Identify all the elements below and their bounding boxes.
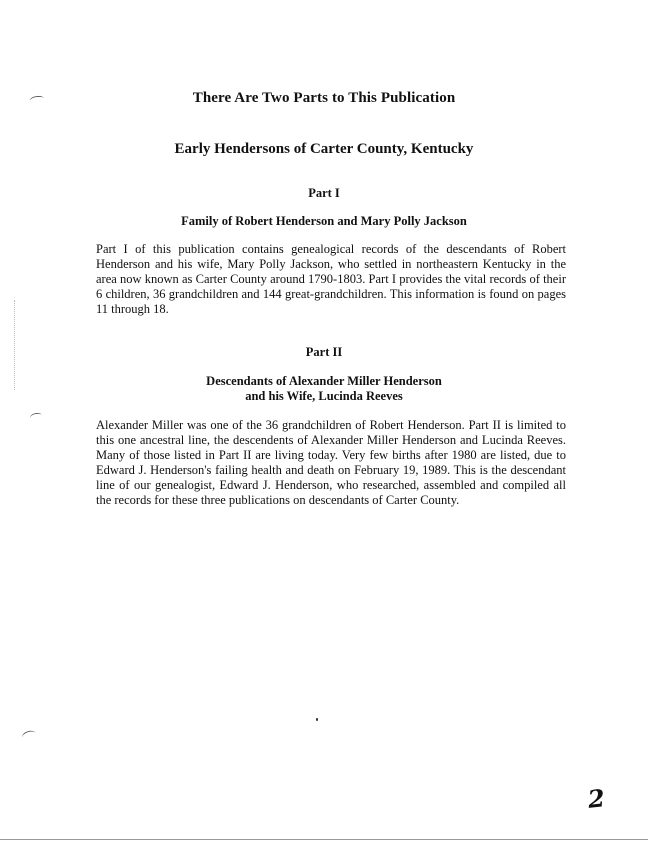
page-bottom-edge [0, 839, 648, 840]
part2-body: Alexander Miller was one of the 36 grandchildren of Robert Henderson. Part II is limited to this one ancestral line, the descendents of Alexander Miller Henderson and Lucinda Reeves. Many of those listed in Part II are living today. Very few births after 1980 are listed, due to Edward J. Henderson's failing health and death on February 19, 1989. This is the descendant line of our genealogist, Edward J. Henderson, who researched, assembled and compiled all the records for these three publications on descendants of Carter County. [96, 418, 566, 507]
publication-subtitle: Early Hendersons of Carter County, Kentucky [174, 141, 474, 157]
scan-dot [316, 718, 318, 721]
part2-label: Part II [305, 345, 343, 359]
page-number: 2 [586, 783, 607, 814]
part2-title [0, 374, 648, 404]
page-title: There Are Two Parts to This Publication [192, 90, 456, 106]
part1-title: Family of Robert Henderson and Mary Polly Jackson [181, 214, 467, 228]
scan-mark [21, 729, 37, 742]
part2-title-line1: Descendants of Alexander Miller Henderson [206, 374, 442, 388]
scan-mark [29, 412, 42, 421]
part1-body: Part I of this publication contains genealogical records of the descendants of Robert Henderson and his wife, Mary Polly Jackson, who settled in northeastern Kentucky in the area now known as Carter County around 1790-1803. Part I provides the vital records of their 6 children, 36 grandchildren and 144 great-grandchildren. This information is found on pages 11 through 18. [96, 242, 566, 316]
part2-title-line2: and his Wife, Lucinda Reeves [245, 389, 403, 403]
part1-label: Part I [308, 186, 340, 200]
